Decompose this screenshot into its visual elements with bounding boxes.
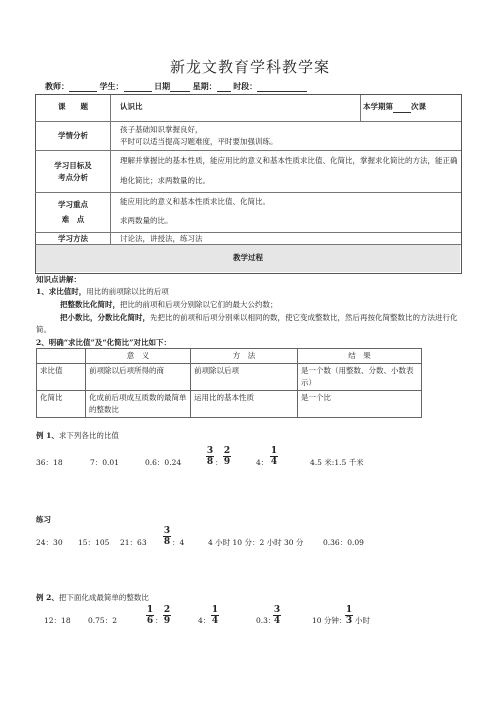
fraction-1-3 xyxy=(345,605,353,626)
process-label: 教学过程 xyxy=(233,253,263,262)
fraction-denominator: 8 xyxy=(163,537,171,547)
example-1-text: 求下列各比的比值 xyxy=(58,431,119,440)
lesson-count-label: 本学期第 xyxy=(363,102,393,111)
document-title: 新龙文教育学科教学案 xyxy=(169,58,330,76)
row-divider xyxy=(35,192,461,193)
fraction-denominator: 4 xyxy=(270,457,278,467)
table-cell: 是一个数（用整数、分数、小数表示） xyxy=(298,364,422,391)
table-header-row xyxy=(37,349,422,364)
point-3-text: 先把比的前项和后项分别乘以相同的数，使它变成整数比，然后再按化简整数比的方法进行化 xyxy=(150,313,458,322)
date-label: 日期 xyxy=(154,81,171,91)
fraction-denominator: 6 xyxy=(146,616,154,626)
fraction-3-4 xyxy=(273,605,281,626)
example-2-title: 例 2、 xyxy=(36,593,59,602)
point-1-text: 用比的前项除以比的后项 xyxy=(86,287,169,296)
table-cell: 前项除以后项 xyxy=(191,364,298,391)
practice-item: 0.36：0.09 xyxy=(323,538,364,547)
fraction-1-4 xyxy=(270,446,278,467)
fraction-numerator: 3 xyxy=(206,446,214,456)
example-2-item: 0.75：2 xyxy=(88,616,117,625)
column-divider xyxy=(110,95,111,244)
example-2-item: 0.3： xyxy=(256,616,276,625)
fraction-denominator: 9 xyxy=(163,616,171,626)
example-1-item: 4： xyxy=(256,458,269,467)
fraction-numerator: 2 xyxy=(223,446,231,456)
weekday-blank[interactable] xyxy=(217,83,231,92)
fraction-2-9 xyxy=(223,446,231,467)
table-cell: 前项除以后项所得的商 xyxy=(86,364,191,391)
student-blank[interactable] xyxy=(124,83,152,92)
key-line-1: 能应用比的意义和基本性质求比值、化简比。 xyxy=(120,197,270,206)
table-cell: 是一个比 xyxy=(298,391,422,418)
point-1 xyxy=(36,286,169,298)
point-2 xyxy=(60,299,278,311)
info-line xyxy=(45,81,307,92)
practice-item: 24：30 xyxy=(36,538,63,547)
example-2-heading xyxy=(36,592,149,604)
key-label-2: 难 点 xyxy=(61,215,85,224)
practice-item: 4 小时 10 分：2 小时 30 分 xyxy=(208,538,304,547)
analysis-line-1: 孩子基础知识掌握良好， xyxy=(120,125,203,134)
fraction-numerator: 2 xyxy=(163,605,171,615)
student-label: 学生： xyxy=(99,81,124,91)
example-1-heading xyxy=(36,430,119,442)
practice-item: 21：63 xyxy=(120,538,147,547)
example-1-item: 36：18 xyxy=(36,458,63,467)
example-2-item: 10 分钟： xyxy=(312,616,347,625)
fraction-numerator: 1 xyxy=(270,446,278,456)
point-2-title: 把整数比化简时， xyxy=(60,300,120,309)
goals-label-2: 考点分析 xyxy=(58,173,88,182)
table-row xyxy=(37,364,422,391)
example-2-item: ： xyxy=(155,616,163,625)
fraction-denominator: 4 xyxy=(273,616,281,626)
practice-item: ：4 xyxy=(172,538,185,547)
header-cell: 意 义 xyxy=(86,349,191,364)
time-label: 时段： xyxy=(233,81,258,91)
comparison-table xyxy=(36,348,422,418)
point-2-text: 把比的前项和后项分别除以它们的最大公约数； xyxy=(120,300,278,309)
table-cell: 求比值 xyxy=(37,364,86,391)
table-cell: 化简比 xyxy=(37,391,86,418)
key-label-1: 学习重点 xyxy=(58,200,88,209)
fraction-1-6 xyxy=(146,605,154,626)
example-2-item: 12：18 xyxy=(44,616,71,625)
fraction-3-8 xyxy=(206,446,214,467)
fraction-denominator: 9 xyxy=(223,457,231,467)
method-label: 学习方法 xyxy=(58,234,88,243)
weekday-label: 星期： xyxy=(192,81,217,91)
table-cell: 运用比的基本性质 xyxy=(191,391,298,418)
example-1-item: 4.5 米:1.5 千米 xyxy=(310,458,364,467)
analysis-line-2: 平时可以适当提高习题难度，平时要加强训练。 xyxy=(120,137,278,146)
table-row xyxy=(37,391,422,418)
fraction-1-4 xyxy=(211,605,219,626)
key-line-2: 求两数量的比。 xyxy=(120,216,173,225)
fraction-denominator: 4 xyxy=(211,616,219,626)
example-2-item: 小时 xyxy=(355,616,370,625)
teacher-label: 教师： xyxy=(45,81,69,91)
teacher-blank[interactable] xyxy=(69,83,97,92)
fraction-2-9 xyxy=(163,605,171,626)
section-2-title: 2、明确“求比值”及“化简比”对比如下： xyxy=(36,338,171,347)
column-divider xyxy=(360,95,361,121)
point-1-title: 1、求比值时， xyxy=(36,287,87,296)
example-1-item: ： xyxy=(215,458,223,467)
analysis-label: 学情分析 xyxy=(58,131,88,140)
fraction-denominator: 3 xyxy=(345,616,353,626)
example-1-title: 例 1、 xyxy=(36,431,59,440)
fraction-numerator: 3 xyxy=(273,605,281,615)
time-blank[interactable] xyxy=(257,83,307,92)
fraction-denominator: 8 xyxy=(206,457,214,467)
point-3-end: 简。 xyxy=(36,325,51,334)
header-cell xyxy=(37,349,86,364)
date-blank[interactable] xyxy=(170,83,190,92)
header-cell: 方 法 xyxy=(191,349,298,364)
example-1-item: 7：0.01 xyxy=(90,458,119,467)
topic-value: 认识比 xyxy=(120,102,143,111)
fraction-numerator: 1 xyxy=(211,605,219,615)
practice-title: 练习 xyxy=(36,515,51,524)
table-cell: 化成前后项成互质数的最简单的整数比 xyxy=(86,391,191,418)
goals-label-1: 学习目标及 xyxy=(54,161,92,170)
practice-item: 15：105 xyxy=(78,538,110,547)
row-divider xyxy=(35,121,461,122)
fraction-3-8 xyxy=(163,526,171,547)
fraction-numerator: 1 xyxy=(146,605,154,615)
lesson-count xyxy=(363,101,426,113)
fraction-numerator: 3 xyxy=(163,526,171,536)
header-cell: 结 果 xyxy=(298,349,422,364)
point-3 xyxy=(60,312,458,324)
fraction-numerator: 1 xyxy=(345,605,353,615)
goals-line-2: 地化简比；求两数量的比。 xyxy=(120,176,210,185)
example-2-text: 把下面化成最简单的整数比 xyxy=(58,593,149,602)
method-value: 讨论法，讲授法，练习法 xyxy=(120,234,203,243)
topic-label: 课 题 xyxy=(58,102,88,111)
example-2-item: 4： xyxy=(198,616,211,625)
lesson-count-blank[interactable] xyxy=(393,104,411,113)
point-3-title: 把小数比，分数比化简时， xyxy=(60,313,150,322)
lesson-count-suffix: 次课 xyxy=(411,102,426,111)
goals-line-1: 理解并掌握比的基本性质，能应用比的意义和基本性质求比值、化简比，掌握求化简比的方法，能正确 xyxy=(120,156,458,165)
knowledge-title: 知识点讲解： xyxy=(36,275,81,284)
example-1-item: 0.6：0.24 xyxy=(145,458,182,467)
row-divider xyxy=(35,150,461,151)
